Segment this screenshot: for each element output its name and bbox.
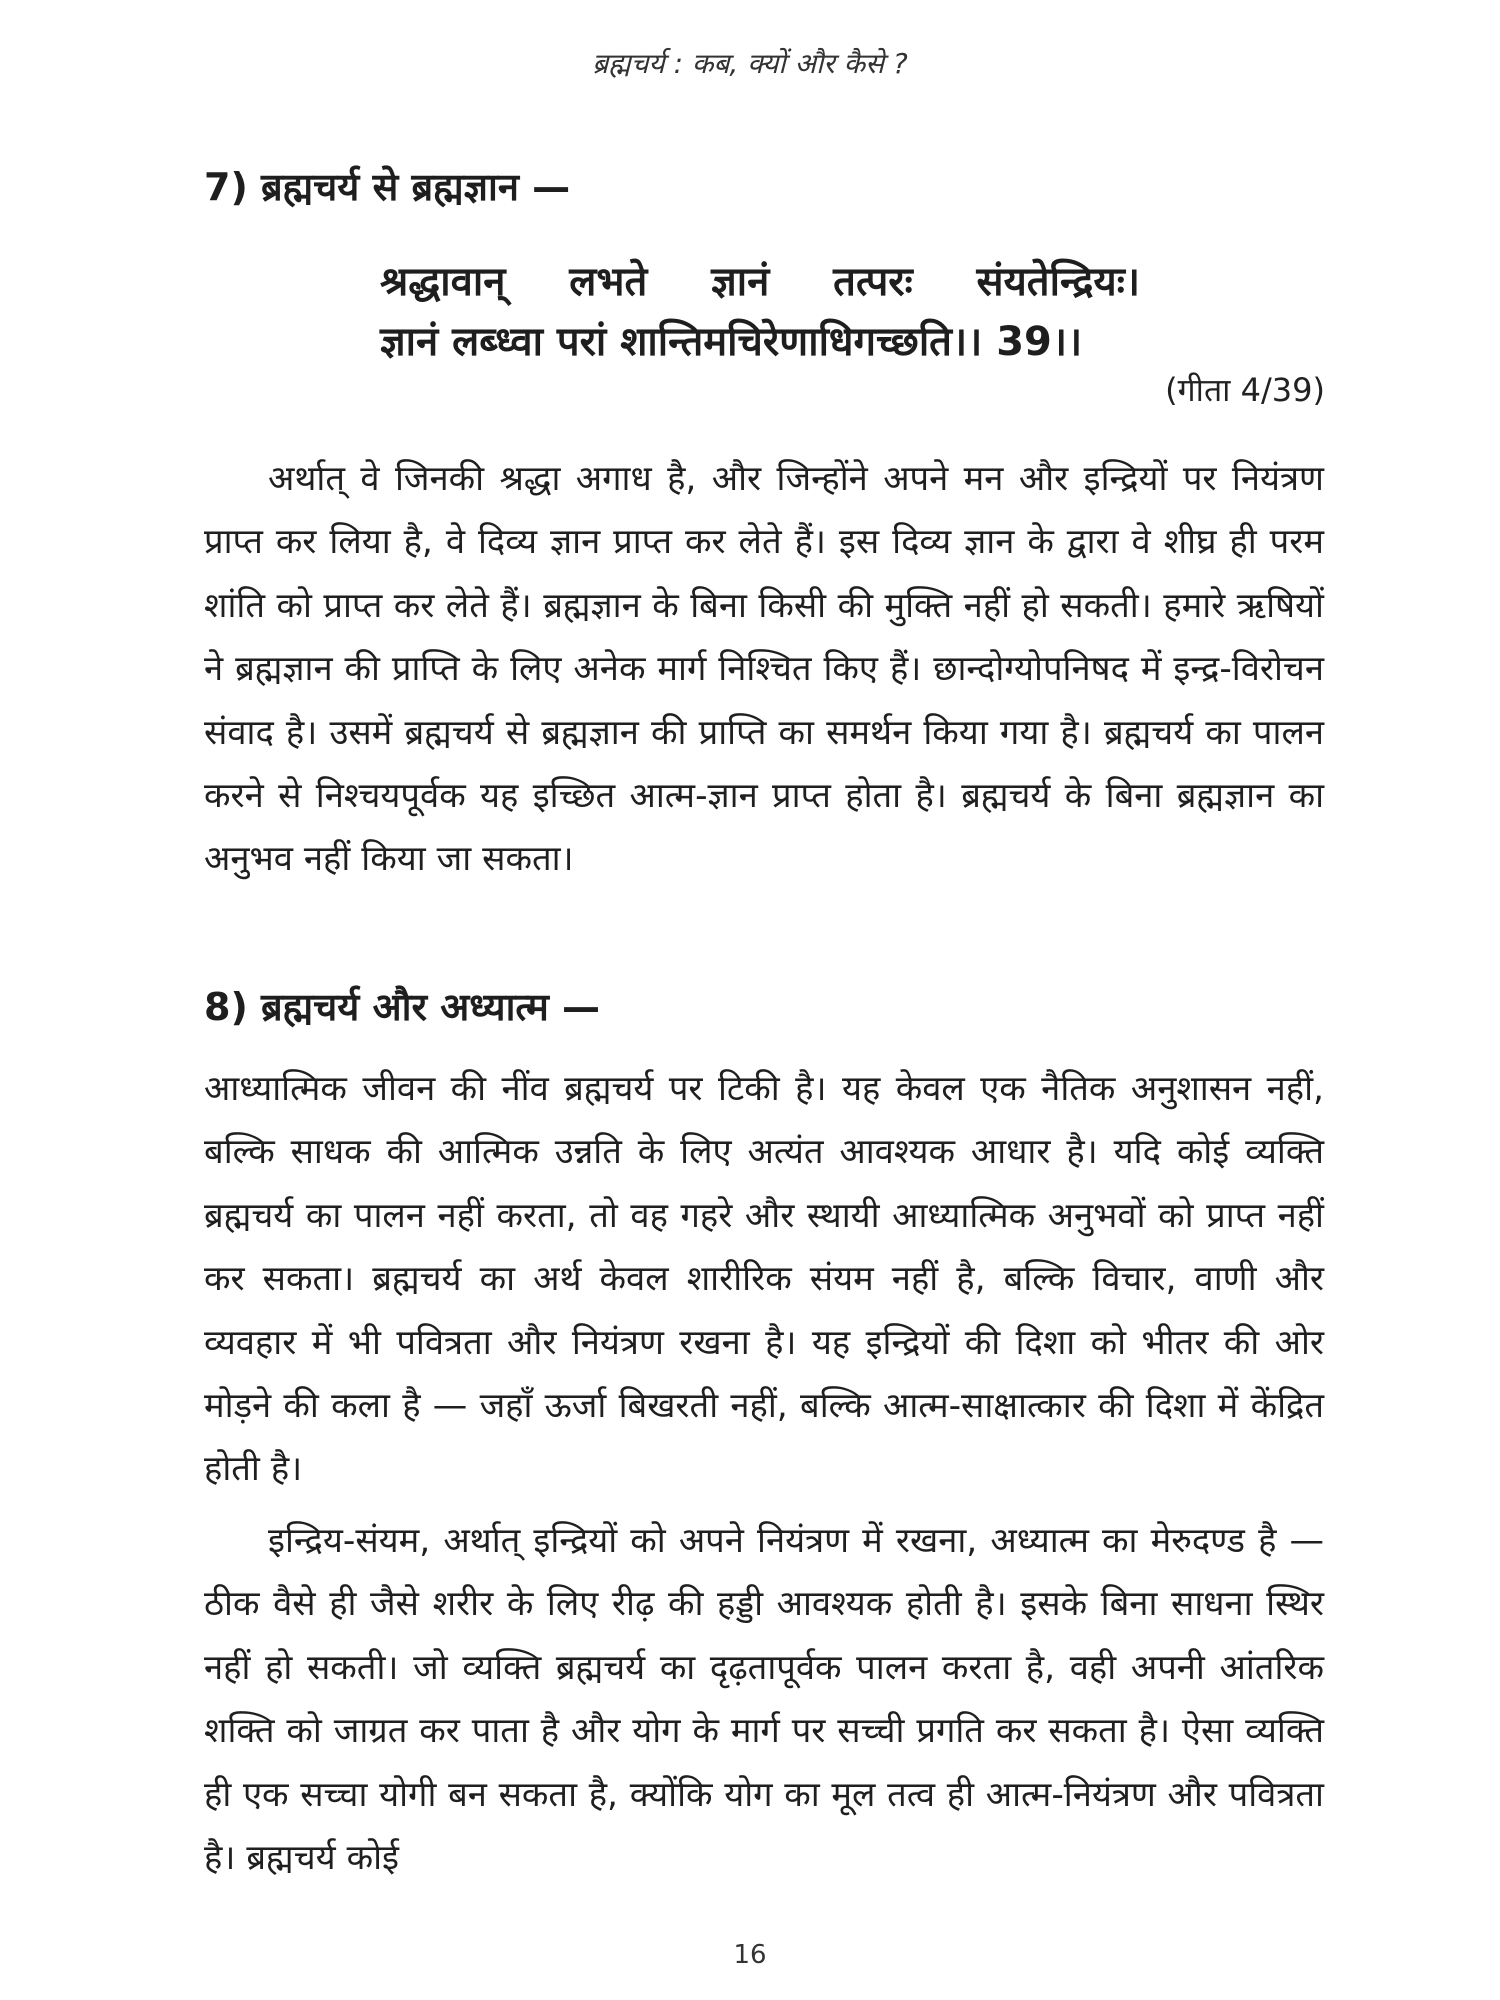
verse-reference: (गीता 4/39) [1165,371,1325,409]
verse-line-1: श्रद्धावान् लभते ज्ञानं तत्परः संयतेन्द्रियः। [380,259,1140,305]
section-8-paragraph-2: इन्द्रिय-संयम, अर्थात् इन्द्रियों को अपने नियंत्रण में रखना, अध्यात्म का मेरुदण्ड है — ठीक वैसे ही जैसे शरीर के लिए रीढ़ की हड्डी आवश्यक होती है। इसके बिना साधना स्थिर नहीं हो सकती। जो व्यक्ति ब्रह्मचर्य का दृढ़तापूर्वक पालन करता है, वही अपनी आंतरिक शक्ति को जाग्रत कर पाता है और योग के मार्ग पर सच्ची प्रगति कर सकता है। ऐसा व्यक्ति ही एक सच्चा योगी बन सकता है, क्योंकि योग का मूल तत्व ही आत्म-नियंत्रण और पवित्रता है। ब्रह्मचर्य कोई [204,1521,1325,1879]
page-number: 16 [733,1940,767,1970]
section-8-heading: 8) ब्रह्मचर्य और अध्यात्म — [204,985,601,1029]
running-header: ब्रह्मचर्य : कब, क्यों और कैसे ? [592,47,908,80]
section-8-paragraph-1: आध्यात्मिक जीवन की नींव ब्रह्मचर्य पर टिकी है। यह केवल एक नैतिक अनुशासन नहीं, बल्कि साधक की आत्मिक उन्नति के लिए अत्यंत आवश्यक आधार है। यदि कोई व्यक्ति ब्रह्मचर्य का पालन नहीं करता, तो वह गहरे और स्थायी आध्यात्मिक अनुभवों को प्राप्त नहीं कर सकता। ब्रह्मचर्य का अर्थ केवल शारीरिक संयम नहीं है, बल्कि विचार, वाणी और व्यवहार में भी पवित्रता और नियंत्रण रखना है। यह इन्द्रियों की दिशा को भीतर की ओर मोड़ने की कला है — जहाँ ऊर्जा बिखरती नहीं, बल्कि आत्म-साक्षात्कार की दिशा में केंद्रित होती है। [204,1069,1324,1490]
verse-line-2: ज्ञानं लब्ध्वा परां शान्तिमचिरेणाधिगच्छति।। 39।। [380,319,1083,365]
section-7-heading: 7) ब्रह्मचर्य से ब्रह्मज्ञान — [204,165,571,209]
section-7-paragraph: अर्थात् वे जिनकी श्रद्धा अगाध है, और जिन्होंने अपने मन और इन्द्रियों पर नियंत्रण प्राप्त कर लिया है, वे दिव्य ज्ञान प्राप्त कर लेते हैं। इस दिव्य ज्ञान के द्वारा वे शीघ्र ही परम शांति को प्राप्त कर लेते हैं। ब्रह्मज्ञान के बिना किसी की मुक्ति नहीं हो सकती। हमारे ऋषियों ने ब्रह्मज्ञान की प्राप्ति के लिए अनेक मार्ग निश्चित किए हैं। छान्दोग्योपनिषद में इन्द्र-विरोचन संवाद है। उसमें ब्रह्मचर्य से ब्रह्मज्ञान की प्राप्ति का समर्थन किया गया है। ब्रह्मचर्य का पालन करने से निश्चयपूर्वक यह इच्छित आत्म-ज्ञान प्राप्त होता है। ब्रह्मचर्य के बिना ब्रह्मज्ञान का अनुभव नहीं किया जा सकता। [204,459,1324,880]
